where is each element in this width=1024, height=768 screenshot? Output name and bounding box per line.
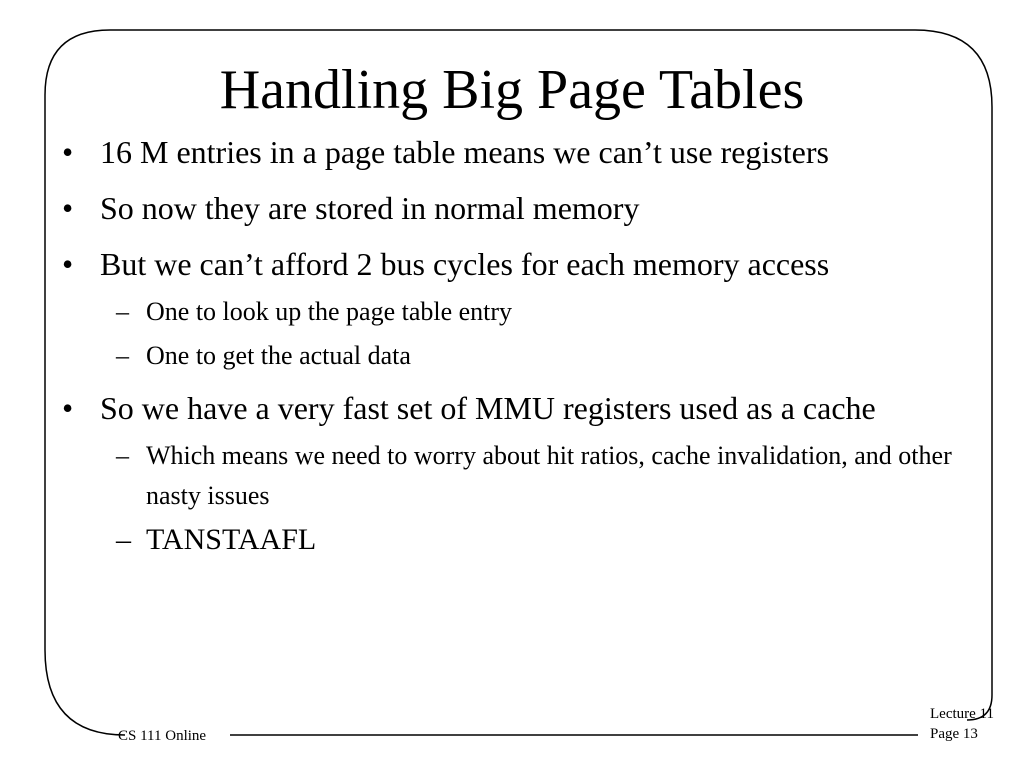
dash-marker: – [116, 441, 129, 470]
page-number: Page 13 [930, 726, 978, 742]
bullet-text: So we have a very fast set of MMU registers used as a cache [100, 390, 876, 426]
bullet-marker: • [62, 190, 74, 226]
bullet-text: So now they are stored in normal memory [100, 190, 640, 226]
course-label: CS 111 Online [118, 728, 207, 744]
sub-bullet-text: Which means we need to worry about hit ratios, cache invalidation, and other nasty issues [146, 441, 952, 510]
bullet-marker: • [62, 390, 74, 426]
slide-title: Handling Big Page Tables [219, 59, 805, 121]
sub-bullet-text: One to get the actual data [146, 341, 411, 370]
sub-bullet-item [62, 292, 962, 332]
bullet-item [62, 242, 962, 286]
bullet-marker: • [62, 246, 74, 282]
sub-bullet-text: One to look up the page table entry [146, 297, 513, 326]
sub-bullet-text: TANSTAAFL [146, 523, 317, 556]
bullet-item [62, 386, 962, 430]
bullet-item [62, 130, 962, 174]
sub-bullet-item [62, 336, 962, 376]
dash-marker: – [116, 297, 129, 326]
bullet-item [62, 186, 962, 230]
bullet-text: 16 M entries in a page table means we can’t use registers [100, 134, 829, 170]
bullet-marker: • [62, 134, 74, 170]
bullet-list [62, 130, 962, 570]
lecture-label: Lecture 11 [930, 706, 994, 722]
page-info [930, 704, 994, 744]
dash-marker: – [116, 341, 129, 370]
bullet-text: But we can’t afford 2 bus cycles for each memory access [100, 246, 830, 282]
sub-bullet-item [62, 436, 962, 516]
dash-marker: – [116, 523, 131, 556]
sub-bullet-item [62, 520, 962, 560]
